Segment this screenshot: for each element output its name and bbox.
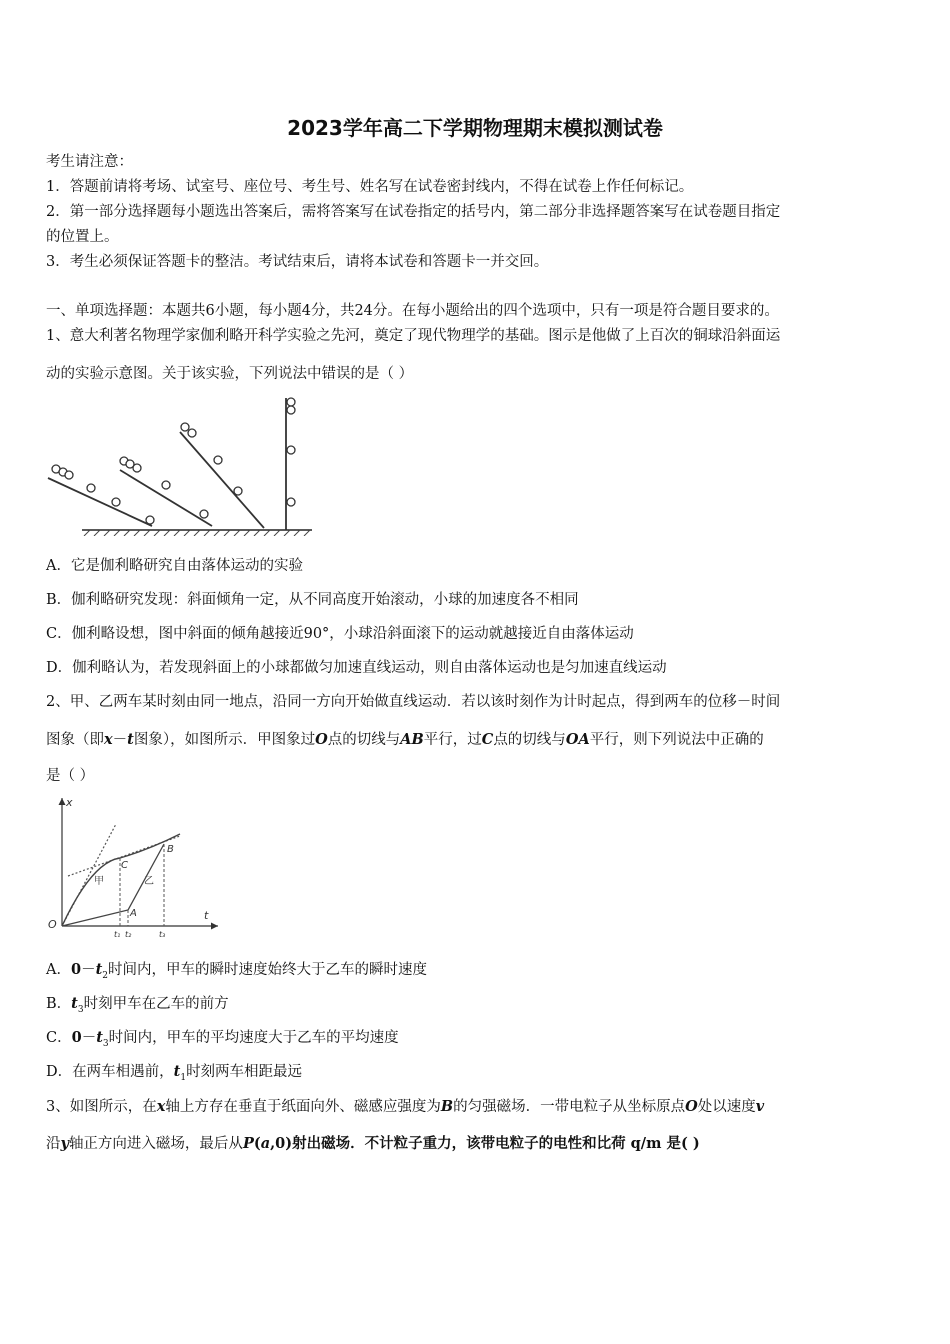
t3-label: t₃ [159,930,166,939]
jia-label: 甲 [94,876,104,887]
t-axis-label: t [204,909,209,922]
question-1-stem: 动的实验示意图。关于该实验，下列说法中错误的是（ ） [46,366,414,382]
notice-heading: 考生请注意： [46,154,133,170]
question-2-stem: 是（ ） [46,768,95,784]
notice-item: 2．第一部分选择题每小题选出答案后，需将答案写在试卷指定的括号内，第二部分非选择题答案写在试卷题目指定 [46,204,781,220]
origin-label: O [48,918,57,931]
notice-item: 的位置上。 [46,229,119,245]
q1-option-a: A．它是伽利略研究自由落体运动的实验 [46,558,303,574]
q1-option-d: D．伽利略认为，若发现斜面上的小球都做匀加速直线运动，则自由落体运动也是匀加速直线运动 [46,660,667,676]
q2-option-a: A．$0-t_2$时间内，甲车的瞬时速度始终大于乙车的瞬时速度 [46,961,428,981]
q2-option-b: B．$t_3$时刻甲车在乙车的前方 [46,995,229,1015]
question-2-stem: 图象（即x－t图象），如图所示．甲图象过O点的切线与AB平行，过C点的切线与OA平行，则下列说法中正确的 [46,731,764,748]
point-a-label: A [130,908,137,919]
t1-label: t₁ [114,930,121,939]
q1-option-c: C．伽利略设想，图中斜面的倾角越接近90°，小球沿斜面滚下的运动就越接近自由落体运动 [46,626,634,642]
q2-option-d: D．在两车相遇前，$t_1$时刻两车相距最远 [46,1063,303,1083]
yi-label: 乙 [144,876,154,887]
q1-option-b: B．伽利略研究发现：斜面倾角一定，从不同高度开始滚动，小球的加速度各不相同 [46,592,579,608]
t2-label: t₂ [125,930,132,939]
point-c-label: C [121,860,128,871]
x-axis-label: x [66,796,73,809]
galileo-incline-figure [44,394,320,536]
notice-item: 3．考生必须保证答题卡的整洁。考试结束后，请将本试卷和答题卡一并交回。 [46,254,549,270]
point-b-label: B [167,844,174,855]
section-heading: 一、单项选择题：本题共6小题，每小题4分，共24分。在每小题给出的四个选项中，只有一项是符合题目要求的。 [46,303,779,319]
page-title: 2023学年高二下学期物理期末模拟测试卷 [287,116,663,140]
notice-item: 1．答题前请将考场、试室号、座位号、考生号、姓名写在试卷密封线内，不得在试卷上作任何标记。 [46,179,694,195]
question-3-stem: 3、如图所示，在x轴上方存在垂直于纸面向外、磁感应强度为B的匀强磁场．一带电粒子从坐标原点O处以速度v [46,1098,765,1115]
question-3-stem: 沿y轴正方向进入磁场，最后从P(a,0)射出磁场．不计粒子重力，该带电粒子的电性和比荷 q/m 是( ) [46,1135,700,1152]
question-1-stem: 1、意大利著名物理学家伽利略开科学实验之先河，奠定了现代物理学的基础。图示是他做了上百次的铜球沿斜面运 [46,328,781,344]
question-2-stem: 2、甲、乙两车某时刻由同一地点，沿同一方向开始做直线运动．若以该时刻作为计时起点，得到两车的位移－时间 [46,694,781,710]
q2-option-c: C．$0-t_3$时间内，甲车的平均速度大于乙车的平均速度 [46,1029,399,1049]
xt-graph-figure [44,792,224,940]
